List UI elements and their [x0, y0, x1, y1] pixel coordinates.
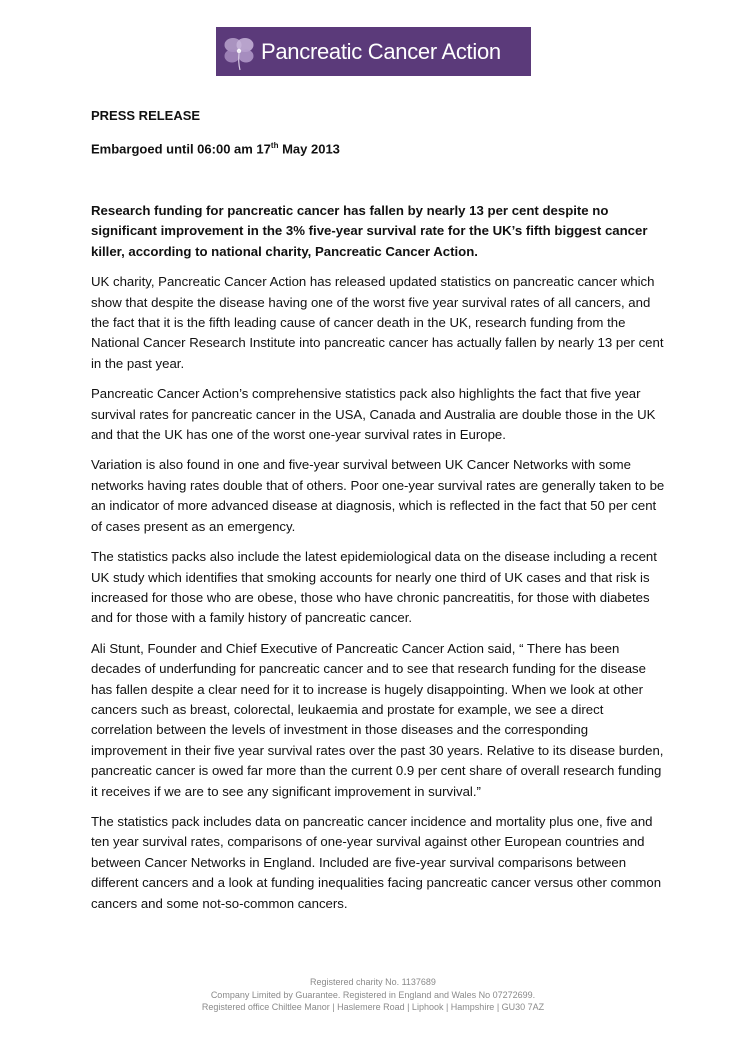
embargo-date-prefix: Embargoed until 06:00 am 17	[91, 141, 271, 157]
body-paragraph: The statistics packs also include the latest epidemiological data on the disease including a recent UK study which identifies that smoking accounts for nearly one third of UK cases and that risk is increased for those who are obese, those who have chronic pancreatitis, for those with diabetes and for those with a family history of pancreatic cancer.	[91, 549, 657, 626]
flower-petals-icon	[221, 32, 257, 72]
brand-logo	[216, 27, 531, 76]
charity-number: Registered charity No. 1137689	[310, 977, 436, 987]
company-registration: Company Limited by Guarantee. Registered in England and Wales No 07272699.	[210, 989, 536, 1000]
body-paragraph: UK charity, Pancreatic Cancer Action has released updated statistics on pancreatic cancer which show that despite the disease having one of the worst five year survival rates of all cancers, and the fact that it is the fifth leading cause of cancer death in the UK, research funding from the National Cancer Research Institute into pancreatic cancer has actually fallen by nearly 13 per cent in the past year.	[91, 274, 664, 371]
body-paragraph: Variation is also found in one and five-year survival between UK Cancer Networks with some networks having rates double that of others. Poor one-year survival rates are generally taken to be an indicator of more advanced disease at diagnosis, which is reflected in the fact that 50 per cent of cases present as an emergency.	[91, 457, 665, 534]
article-body	[91, 201, 666, 924]
brand-name: Pancreatic Cancer Action	[261, 38, 501, 64]
embargo-date-suffix: May 2013	[278, 141, 340, 157]
body-paragraph: Pancreatic Cancer Action’s comprehensive statistics pack also highlights the fact that five year survival rates for pancreatic cancer in the USA, Canada and Australia are double those in the UK and that the UK has one of the worst one-year survival rates in Europe.	[91, 386, 656, 443]
body-paragraph: The statistics pack includes data on pancreatic cancer incidence and mortality plus one, five and ten year survival rates, comparisons of one-year survival against other European countries and between Cancer Networks in England. Included are five-year survival comparisons between different cancers and a look at funding inequalities facing pancreatic cancer versus other common cancers and some not-so-common cancers.	[91, 813, 662, 911]
quote-paragraph: Ali Stunt, Founder and Chief Executive of Pancreatic Cancer Action said, “ There has been decades of underfunding for pancreatic cancer and to see that research funding for the disease has fallen despite a clear need for it to increase is hugely disappointing. When we look at other cancers such as breast, colorectal, leukaemia and prostate for example, we see a direct correlation between the levels of investment in those diseases and the corresponding improvement in their five year survival rates over the past 30 years. Relative to its disease burden, pancreatic cancer is owed far more than the current 0.9 per cent share of overall research funding it receives if we are to see any significant improvement in survival.”	[91, 640, 664, 799]
footer	[0, 976, 746, 1014]
embargo-notice	[91, 141, 340, 156]
embargo-date-ordinal: th	[270, 141, 279, 150]
press-release-label: PRESS RELEASE	[91, 108, 201, 123]
lead-paragraph: Research funding for pancreatic cancer has fallen by nearly 13 per cent despite no significant improvement in the 3% five-year survival rate for the UK’s fifth biggest cancer killer, according to national charity, Pancreatic Cancer Action.	[91, 203, 648, 259]
registered-office: Registered office Chiltlee Manor | Haslemere Road | Liphook | Hampshire | GU30 7AZ	[201, 1002, 545, 1012]
